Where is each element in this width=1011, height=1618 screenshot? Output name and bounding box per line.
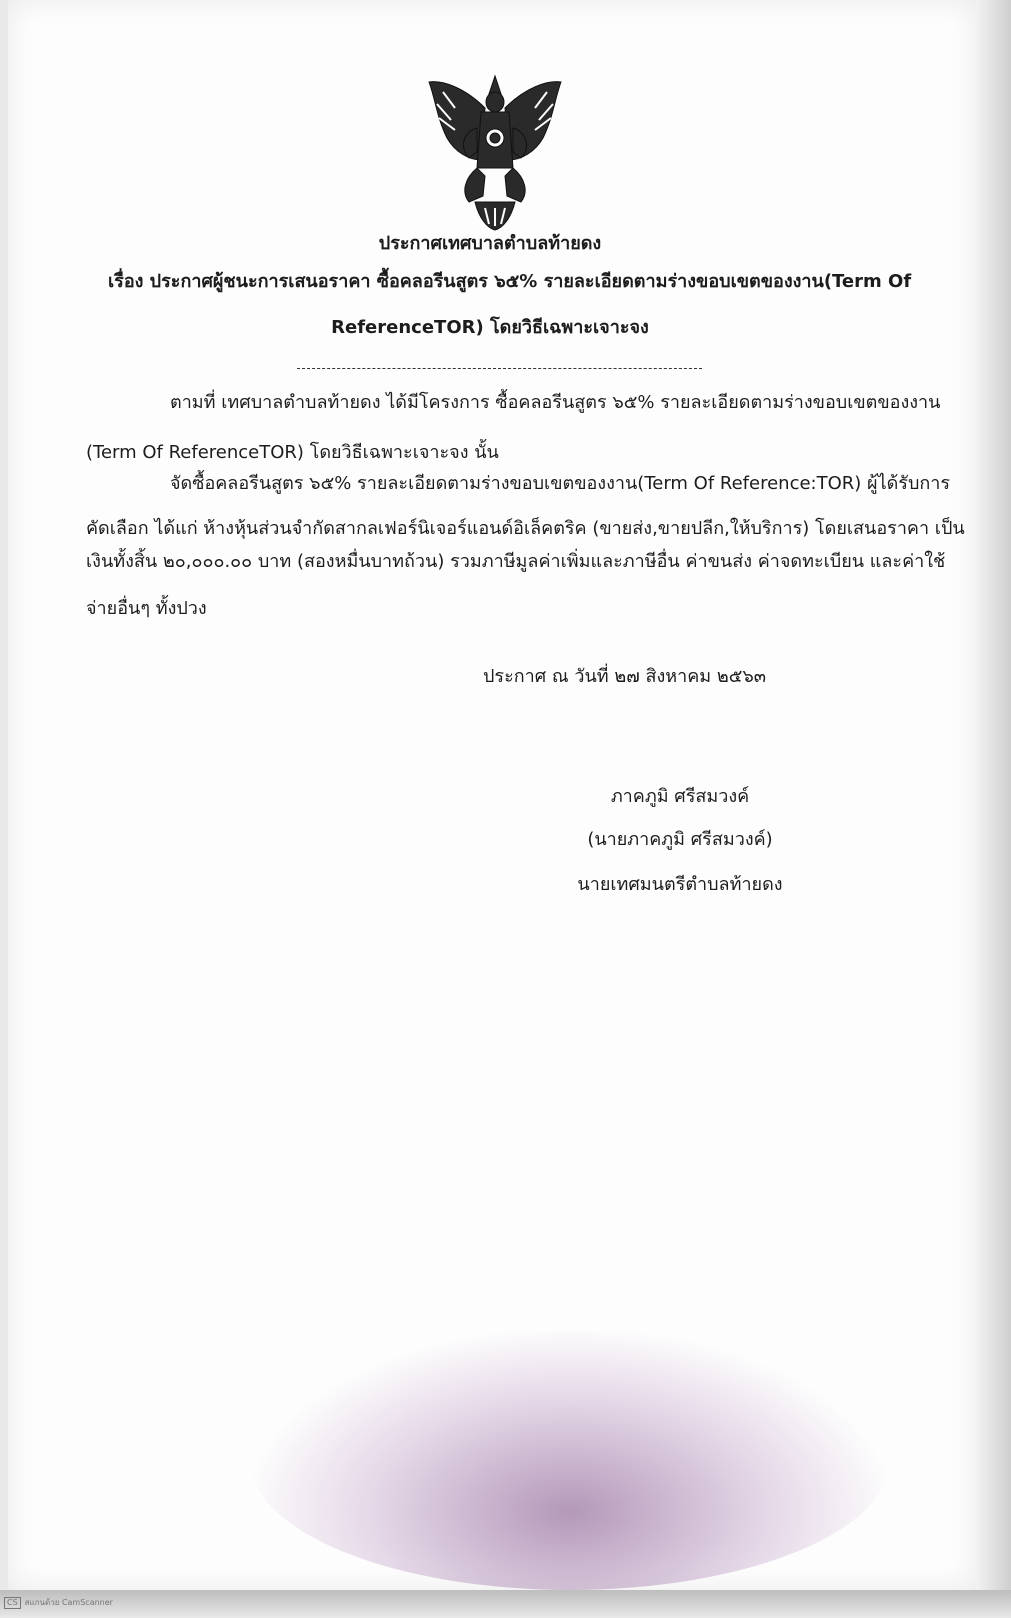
scan-edge-bottom — [0, 1590, 1011, 1618]
camscanner-text: สแกนด้วย CamScanner — [24, 1598, 113, 1607]
paragraph-1-line-1: ตามที่ เทศบาลตำบลท้ายดง ได้มีโครงการ ซื้อคลอรีนสูตร ๖๕% รายละเอียดตามร่างขอบเขตของงาน — [170, 392, 941, 413]
paragraph-2-line-4: จ่ายอื่นๆ ทั้งปวง — [86, 598, 207, 619]
document-subject-line-1: เรื่อง ประกาศผู้ชนะการเสนอราคา ซื้อคลอรีนสูตร ๖๕% รายละเอียดตามร่างขอบเขตของงาน(Term Of — [108, 271, 912, 292]
announcement-date: ประกาศ ณ วันที่ ๒๗ สิงหาคม ๒๕๖๓ — [483, 666, 767, 687]
garuda-emblem-icon — [425, 68, 565, 233]
signature-position: นายเทศมนตรีตำบลท้ายดง — [577, 874, 783, 895]
signature-printed-name: (นายภาคภูมิ ศรีสมวงค์) — [587, 829, 773, 850]
header-divider — [297, 368, 702, 369]
camscanner-badge: CS — [4, 1597, 21, 1609]
document-subject-line-2: ReferenceTOR) โดยวิธีเฉพาะเจาะจง — [331, 317, 649, 338]
document-organization-title: ประกาศเทศบาลตำบลท้ายดง — [378, 233, 602, 254]
paragraph-2-line-1: จัดซื้อคลอรีนสูตร ๖๕% รายละเอียดตามร่างขอบเขตของงาน(Term Of Reference:TOR) ผู้ได้รับการ — [170, 473, 951, 494]
signature-name: ภาคภูมิ ศรีสมวงค์ — [610, 786, 750, 807]
scanner-watermark — [4, 1596, 113, 1609]
paragraph-2-line-3: เงินทั้งสิ้น ๒๐,๐๐๐.๐๐ บาท (สองหมื่นบาทถ้วน) รวมภาษีมูลค่าเพิ่มและภาษีอื่น ค่าขนส่ง ค่าจดทะเบียน และค่าใช้ — [86, 551, 946, 572]
scan-edge-right — [976, 0, 1011, 1618]
paragraph-1-line-2: (Term Of ReferenceTOR) โดยวิธีเฉพาะเจาะจง นั้น — [86, 442, 499, 463]
paragraph-2-line-2: คัดเลือก ได้แก่ ห้างหุ้นส่วนจำกัดสากลเฟอร์นิเจอร์แอนด์อิเล็คตริค (ขายส่ง,ขายปลีก,ให้บริการ) โดยเสนอราคา เป็น — [86, 518, 965, 539]
